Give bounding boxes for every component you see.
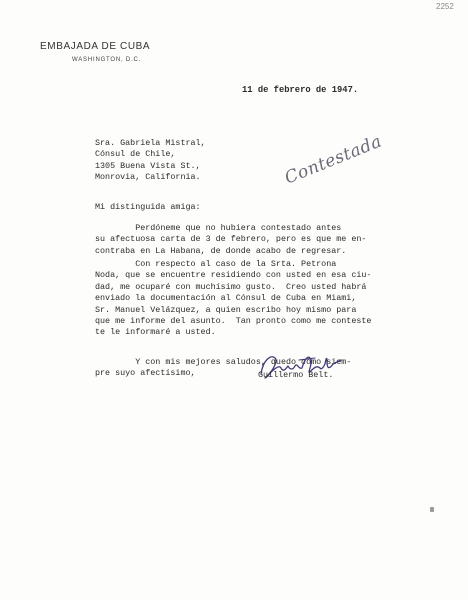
paragraph-line: que me informe del asunto. Tan pronto como me conteste — [95, 316, 372, 327]
paragraph-line: Sr. Manuel Velázquez, a quien escribo hoy mismo para — [95, 304, 357, 315]
address-line: Monrovia, California. — [95, 172, 201, 183]
paragraph-line: Y con mis mejores saludos, quedo como siem- — [95, 357, 352, 367]
letter-date: 11 de febrero de 1947. — [242, 85, 359, 95]
letterhead-name: EMBAJADA DE CUBA — [40, 41, 151, 52]
paper-mark — [430, 507, 434, 512]
paragraph-line: contraba en La Habana, de donde acabo de regresar. — [95, 245, 347, 256]
paragraph-2 — [95, 259, 371, 339]
address-line: Cónsul de Chile, — [95, 149, 176, 160]
address-line: Sra. Gabriela Mistral, — [95, 138, 206, 148]
paragraph-line: dad, me ocuparé con muchísimo gusto. Creo usted habrá — [95, 281, 367, 292]
paragraph-line: Perdóneme que no hubiera contestado antes — [95, 223, 342, 233]
letterhead-city: WASHINGTON, D.C. — [72, 57, 142, 63]
paragraph-1 — [95, 223, 366, 257]
contestada-annotation: Contestada — [282, 131, 385, 189]
recipient-address — [95, 138, 206, 184]
paragraph-line: enviado la documentación al Cónsul de Cuba en Miami, — [95, 293, 357, 304]
address-line: 1305 Buena Vista St., — [95, 160, 201, 171]
archive-number: 2252 — [436, 2, 454, 11]
signer-name: Guillermo Belt. — [258, 370, 334, 380]
paragraph-line: te le informaré a usted. — [95, 327, 216, 338]
paragraph-line: pre suyo afectísimo, — [95, 368, 196, 379]
paragraph-line: Noda, que se encuentre residiendo con usted en esa ciu- — [95, 270, 372, 281]
paragraph-line: Con respecto al caso de la Srta. Petrona — [95, 259, 337, 269]
salutation: Mi distinguida amiga: — [95, 202, 201, 212]
paragraph-line: su afectuosa carta de 3 de febrero, pero es que me en- — [95, 234, 367, 245]
